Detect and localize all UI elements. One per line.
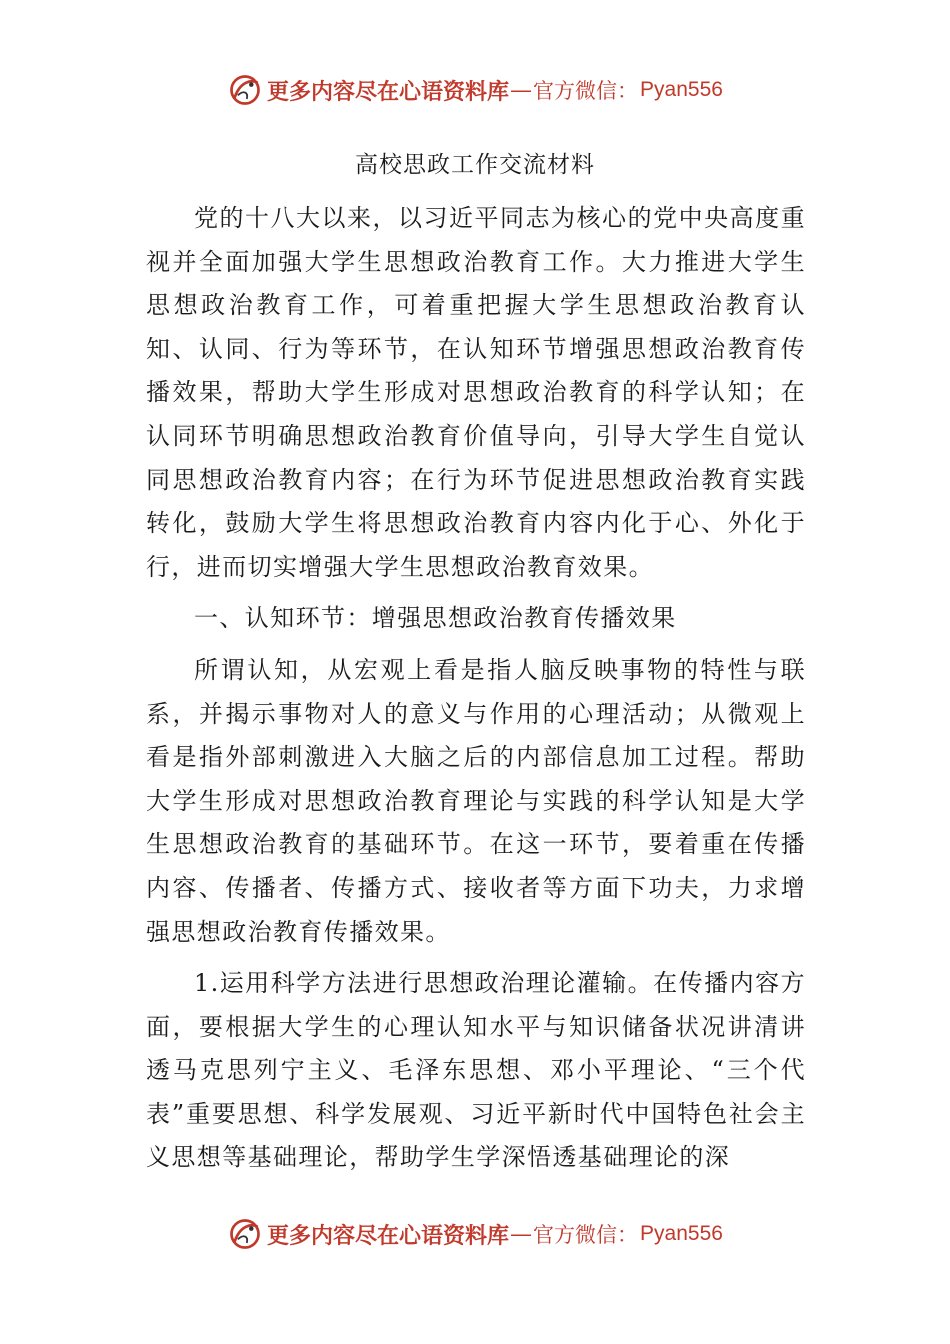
section-heading-1: 一、认知环节：增强思想政治教育传播效果 xyxy=(194,604,677,633)
watermark-wechat-id: Pyan556 xyxy=(640,78,723,101)
watermark-banner-bottom xyxy=(0,1214,950,1254)
watermark-wechat-label: 官方微信： xyxy=(533,79,639,103)
body-paragraph-item-1: 1.运用科学方法进行思想政治理论灌输。在传播内容方面，要根据大学生的心理认知水平与知识储备状况讲清讲透马克思列宁主义、毛泽东思想、邓小平理论、“三个代表”重要思想、科学发展观、习近平新时代中国特色社会主义思想等基础理论，帮助学生学深悟透基础理论的深 xyxy=(146,969,806,1172)
watermark-banner-top xyxy=(0,70,950,110)
watermark-wechat-id: Pyan556 xyxy=(640,1222,723,1245)
watermark-promo-text: 更多内容尽在心语资料库 xyxy=(267,1222,510,1249)
body-paragraph-intro: 党的十八大以来，以习近平同志为核心的党中央高度重视并全面加强大学生思想政治教育工作。大力推进大学生思想政治教育工作，可着重把握大学生思想政治教育认知、认同、行为等环节，在认知环节增强思想政治教育传播效果，帮助大学生形成对思想政治教育的科学认知；在认同环节明确思想政治教育价值导向，引导大学生自觉认同思想政治教育内容；在行为环节促进思想政治教育实践转化，鼓励大学生将思想政治教育内容内化于心、外化于行，进而切实增强大学生思想政治教育效果。 xyxy=(146,204,806,581)
watermark-promo-text: 更多内容尽在心语资料库 xyxy=(267,78,510,105)
document-title: 高校思政工作交流材料 xyxy=(355,152,595,178)
document-body xyxy=(146,197,806,1188)
red-swirl-logo-icon xyxy=(227,1216,263,1252)
watermark-separator: — xyxy=(510,77,533,103)
watermark-separator: — xyxy=(510,1221,533,1247)
red-swirl-logo-icon xyxy=(227,72,263,108)
body-paragraph-cognition: 所谓认知，从宏观上看是指人脑反映事物的特性与联系，并揭示事物对人的意义与作用的心理活动；从微观上看是指外部刺激进入大脑之后的内部信息加工过程。帮助大学生形成对思想政治教育理论与实践的科学认知是大学生思想政治教育的基础环节。在这一环节，要着重在传播内容、传播者、传播方式、接收者等方面下功夫，力求增强思想政治教育传播效果。 xyxy=(146,655,806,946)
watermark-wechat-label: 官方微信： xyxy=(533,1223,639,1247)
